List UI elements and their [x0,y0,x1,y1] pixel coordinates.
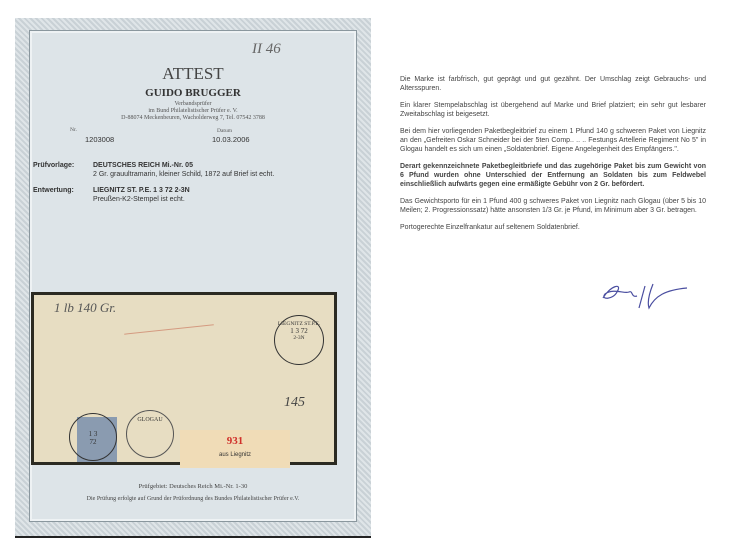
pruefgebiet: Prüfgebiet: Deutsches Reich Mi.-Nr. 1-30 [138,483,248,490]
association: im Bund Philatelistischer Prüfer e. V. [148,108,238,114]
liegnitz-postmark [274,315,324,365]
certificate [15,18,371,538]
postmark-text: LIEGNITZ ST.P.E. [277,321,321,327]
address: D-88074 Meckenbeuren, Wacholderweg 7, Tel. 07542 3788 [121,115,265,121]
nr-value: 1203008 [85,135,115,144]
label-text: aus Liegnitz [218,452,252,458]
description-text [400,75,706,240]
red-pencil-line [124,324,214,334]
paragraph: Die Marke ist farbfrisch, gut geprägt und gut gezähnt. Der Umschlag zeigt Gebrauchs- und Altersspuren. [400,76,706,92]
postmark-date: 1 3 72 [290,327,308,335]
glogau-postmark [126,410,174,458]
entwertung-title: LIEGNITZ ST. P.E. 1 3 72 2-3N [93,187,190,194]
paragraph: Das Gewichtsporto für ein 1 Pfund 400 g schweres Paket von Liegnitz nach Glogau (über 5 bis 10 Meilen; 2. Progressionssatz) hätte ansonsten 1/3 Gr. je Pfund, im Minimum aber 3 Gr. betragen. [400,198,706,214]
stamp-cancellation: 1 3 72 [69,413,117,461]
envelope-photo [31,292,337,465]
certificate-title: ATTEST [162,64,224,83]
paragraph-bold: Derart gekennzeichnete Paketbegleitbriefe und das zugehörige Paket bis zum Gewicht von 6 Pfund wurden ohne Unterschied der Entfernung an Soldaten bis zum Feldwebel einschließlich aufwärts gegen eine ermäßigte Gebühr von 2 Gr. befördert. [400,163,706,188]
label-number: 931 [226,435,244,447]
signature [595,278,695,312]
certificate-footer: Die Prüfung erfolgte auf Grund der Prüfordnung des Bundes Philatelistischer Prüfer e.V. [86,496,300,502]
postmark-time: 2-3N [293,335,305,341]
registration-label [180,430,290,468]
entwertung-label: Entwertung: [33,187,74,194]
paragraph: Ein klarer Stempelabschlag ist übergehend auf Marke und Brief platziert; ein sehr gut lesbarer Zweitabschlag ist beigesetzt. [400,102,706,118]
entwertung-text: Preußen-K2-Stempel ist echt. [93,196,185,203]
examiner-role: Verbandsprüfer [174,101,212,107]
pruefvorlage-text: 2 Gr. grauultramarin, kleiner Schild, 1872 auf Brief ist echt. [93,171,275,178]
pruefvorlage-label: Prüfvorlage: [33,162,75,169]
handwritten-mark: II 46 [252,41,281,57]
glogau-text: GLOGAU [137,417,163,423]
paragraph: Bei dem hier vorliegenden Paketbegleitbrief zu einem 1 Pfund 140 g schweren Paket von Liegnitz an den „Gefreiten Oskar Schneider bei der 5ten Comp.. .. .. Festungs Artellerie Regiment No 5" in Glogau handelt es sich um einen „Soldatenbrief. Eigene Angelegenheit des Empfängers.". [400,128,706,153]
handwritten-note: 145 [284,395,305,410]
paragraph: Portogerechte Einzelfrankatur auf seltenem Soldatenbrief. [400,224,580,231]
pruefvorlage-title: DEUTSCHES REICH Mi.-Nr. 05 [93,162,193,169]
date-value: 10.03.2006 [212,135,250,144]
nr-label: Nr. [70,127,77,133]
date-label: Datum [217,128,232,134]
envelope-handwriting: 1 lb 140 Gr. [54,300,117,315]
examiner-name: GUIDO BRUGGER [145,87,241,99]
certificate-panel [29,30,357,522]
